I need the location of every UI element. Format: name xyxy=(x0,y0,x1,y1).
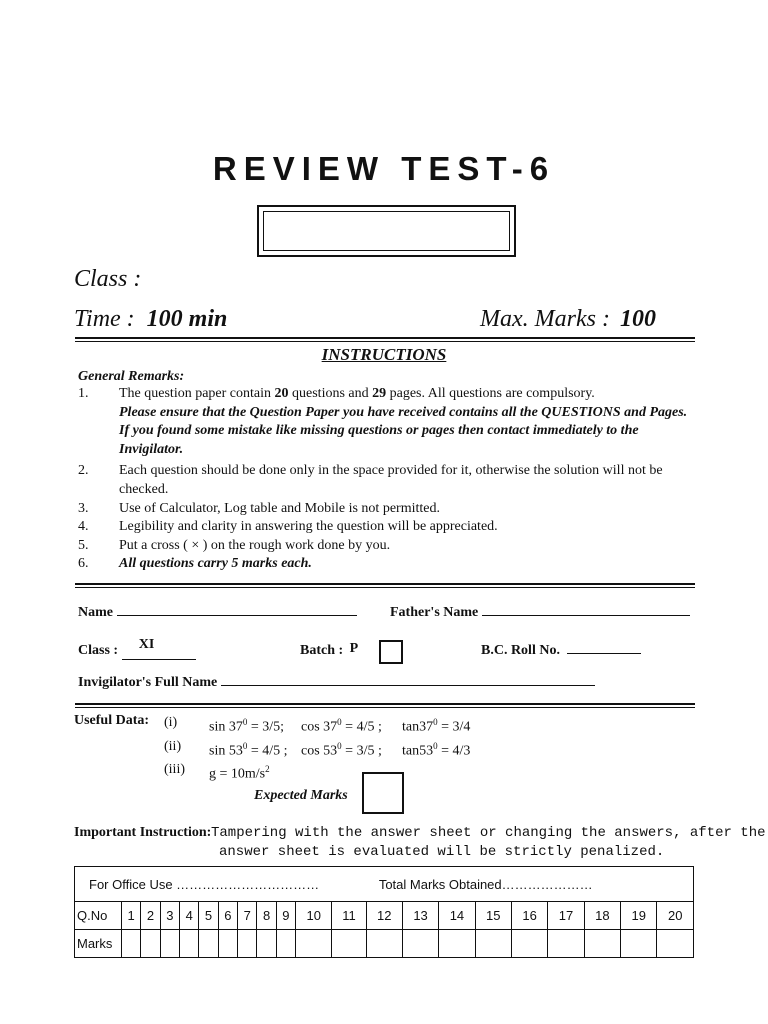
useful-data-label: Useful Data: xyxy=(74,713,150,728)
qno-cell: 7 xyxy=(238,902,257,930)
useful-data-row: (iii) $g = 10m/s^2$ xyxy=(164,762,270,782)
class-value: XI xyxy=(138,637,155,652)
important-line-2: answer sheet is evaluated will be strictly penalized. xyxy=(219,844,665,860)
list-item: 3. Use of Calculator, Log table and Mobile is not permitted. xyxy=(78,500,440,516)
marks-cell[interactable] xyxy=(621,930,657,958)
marks-cell[interactable] xyxy=(366,930,402,958)
important-line-1: Tampering with the answer sheet or changing the answers, after the xyxy=(211,825,766,841)
roll-label: B.C. Roll No. xyxy=(481,643,560,658)
class-label: Class : xyxy=(74,266,142,292)
qno-cell: 13 xyxy=(402,902,438,930)
qno-cell: 5 xyxy=(199,902,218,930)
marks-cell[interactable] xyxy=(584,930,620,958)
office-use-row xyxy=(75,867,694,902)
useful-data-row: (ii) $\sin 53^0 = 4/5$ ; $\cos 53^0 = 3/5$ ; $\tan 53^0 = 4/3$ xyxy=(164,738,471,759)
marks-cell[interactable] xyxy=(238,930,257,958)
qno-cell: 11 xyxy=(332,902,366,930)
qno-cell: 9 xyxy=(276,902,295,930)
marks-cell[interactable] xyxy=(199,930,218,958)
max-marks-label: Max. Marks : xyxy=(480,306,610,332)
marks-cell[interactable] xyxy=(180,930,199,958)
name-input-line[interactable] xyxy=(117,615,357,616)
time-value: 100 min xyxy=(146,306,228,332)
list-item: 6. All questions carry 5 marks each. xyxy=(78,556,312,572)
marks-cell[interactable] xyxy=(657,930,694,958)
qno-cell: 17 xyxy=(548,902,584,930)
qno-cell: 3 xyxy=(160,902,179,930)
marks-cell[interactable] xyxy=(122,930,141,958)
list-item: 5. Put a cross ( × ) on the rough work done by you. xyxy=(78,537,391,553)
qno-cell: 15 xyxy=(475,902,511,930)
invigilator-input-line[interactable] xyxy=(221,685,595,686)
qno-cell: 19 xyxy=(621,902,657,930)
marks-cell[interactable] xyxy=(511,930,547,958)
qno-label: Q.No xyxy=(75,902,122,930)
class-field-label: Class : xyxy=(78,643,119,658)
useful-data xyxy=(164,713,664,784)
father-name-label: Father's Name xyxy=(390,605,479,620)
time-row xyxy=(74,306,227,333)
qno-cell: 12 xyxy=(366,902,402,930)
batch-value: P xyxy=(349,641,359,656)
class-field[interactable] xyxy=(78,637,196,660)
max-marks-value: 100 xyxy=(619,306,656,332)
instructions-list xyxy=(78,385,698,574)
class-input-line[interactable] xyxy=(122,637,196,660)
marks-cell[interactable] xyxy=(160,930,179,958)
qno-cell: 8 xyxy=(257,902,276,930)
header-divider xyxy=(75,337,695,342)
marks-cell[interactable] xyxy=(332,930,366,958)
list-item: 1. The question paper contain 20 questions and 29 pages. All questions are compulsory. Please ensure that the Question Paper you have received contains all the QUESTIONS and Pages. If you found some mistake like missing questions or pages then contact immediately to the Invigilator. xyxy=(78,386,688,457)
marks-label: Marks xyxy=(75,930,122,958)
qno-cell: 18 xyxy=(584,902,620,930)
office-use-table xyxy=(74,866,694,958)
batch-field xyxy=(300,643,358,659)
name-label: Name xyxy=(78,605,113,620)
qno-cell: 1 xyxy=(122,902,141,930)
roll-input-line[interactable] xyxy=(567,653,641,654)
batch-box[interactable] xyxy=(379,640,403,664)
qno-cell: 20 xyxy=(657,902,694,930)
name-field[interactable] xyxy=(78,605,357,621)
list-item: 4. Legibility and clarity in answering the question will be appreciated. xyxy=(78,519,498,535)
expected-marks-label: Expected Marks xyxy=(254,788,348,803)
marks-cell[interactable] xyxy=(141,930,160,958)
qno-cell: 6 xyxy=(218,902,237,930)
qno-cell: 2 xyxy=(141,902,160,930)
batch-label: Batch : xyxy=(300,643,344,658)
marks-cell[interactable] xyxy=(296,930,332,958)
total-marks-label: Total Marks Obtained………………… xyxy=(378,876,593,892)
roll-field[interactable] xyxy=(481,643,641,659)
qno-row xyxy=(75,902,694,930)
important-label: Important Instruction: xyxy=(74,825,212,840)
office-use-label: For Office Use …………………………… xyxy=(89,876,320,892)
marks-cell[interactable] xyxy=(439,930,475,958)
father-name-field[interactable] xyxy=(390,605,690,621)
qno-cell: 14 xyxy=(439,902,475,930)
instructions-title: INSTRUCTIONS xyxy=(321,345,447,364)
qno-cell: 4 xyxy=(180,902,199,930)
useful-data-row: (i) $\sin 37^0 = 3/5$; $\cos 37^0 = 4/5$ ; $\tan 37^0 = 3/4$ xyxy=(164,715,471,735)
marks-cell[interactable] xyxy=(548,930,584,958)
instructions-divider xyxy=(75,583,695,588)
invigilator-label: Invigilator's Full Name xyxy=(78,675,218,690)
marks-cell[interactable] xyxy=(402,930,438,958)
marks-row xyxy=(75,930,694,958)
general-remarks-label: General Remarks: xyxy=(78,369,185,384)
test-title: REVIEW TEST-6 xyxy=(212,150,556,187)
time-label: Time : xyxy=(74,306,135,332)
qno-cell: 10 xyxy=(296,902,332,930)
father-name-input-line[interactable] xyxy=(482,615,690,616)
marks-cell[interactable] xyxy=(276,930,295,958)
list-item: 2. Each question should be done only in the space provided for it, otherwise the solution will not be checked. xyxy=(78,463,663,497)
ensure-note: Please ensure that the Question Paper you have received contains all the QUESTIONS and Pages. If you found some mistake like missing questions or pages then contact immediately to the Invigilator. xyxy=(119,404,688,457)
test-code-box xyxy=(257,205,516,257)
invigilator-field[interactable] xyxy=(78,675,595,691)
marks-cell[interactable] xyxy=(257,930,276,958)
marks-cell[interactable] xyxy=(475,930,511,958)
marks-cell[interactable] xyxy=(218,930,237,958)
max-marks-row xyxy=(480,306,656,333)
expected-marks-box[interactable] xyxy=(362,772,404,814)
office-use-table-wrap xyxy=(74,866,694,959)
form-divider xyxy=(75,703,695,708)
qno-cell: 16 xyxy=(511,902,547,930)
